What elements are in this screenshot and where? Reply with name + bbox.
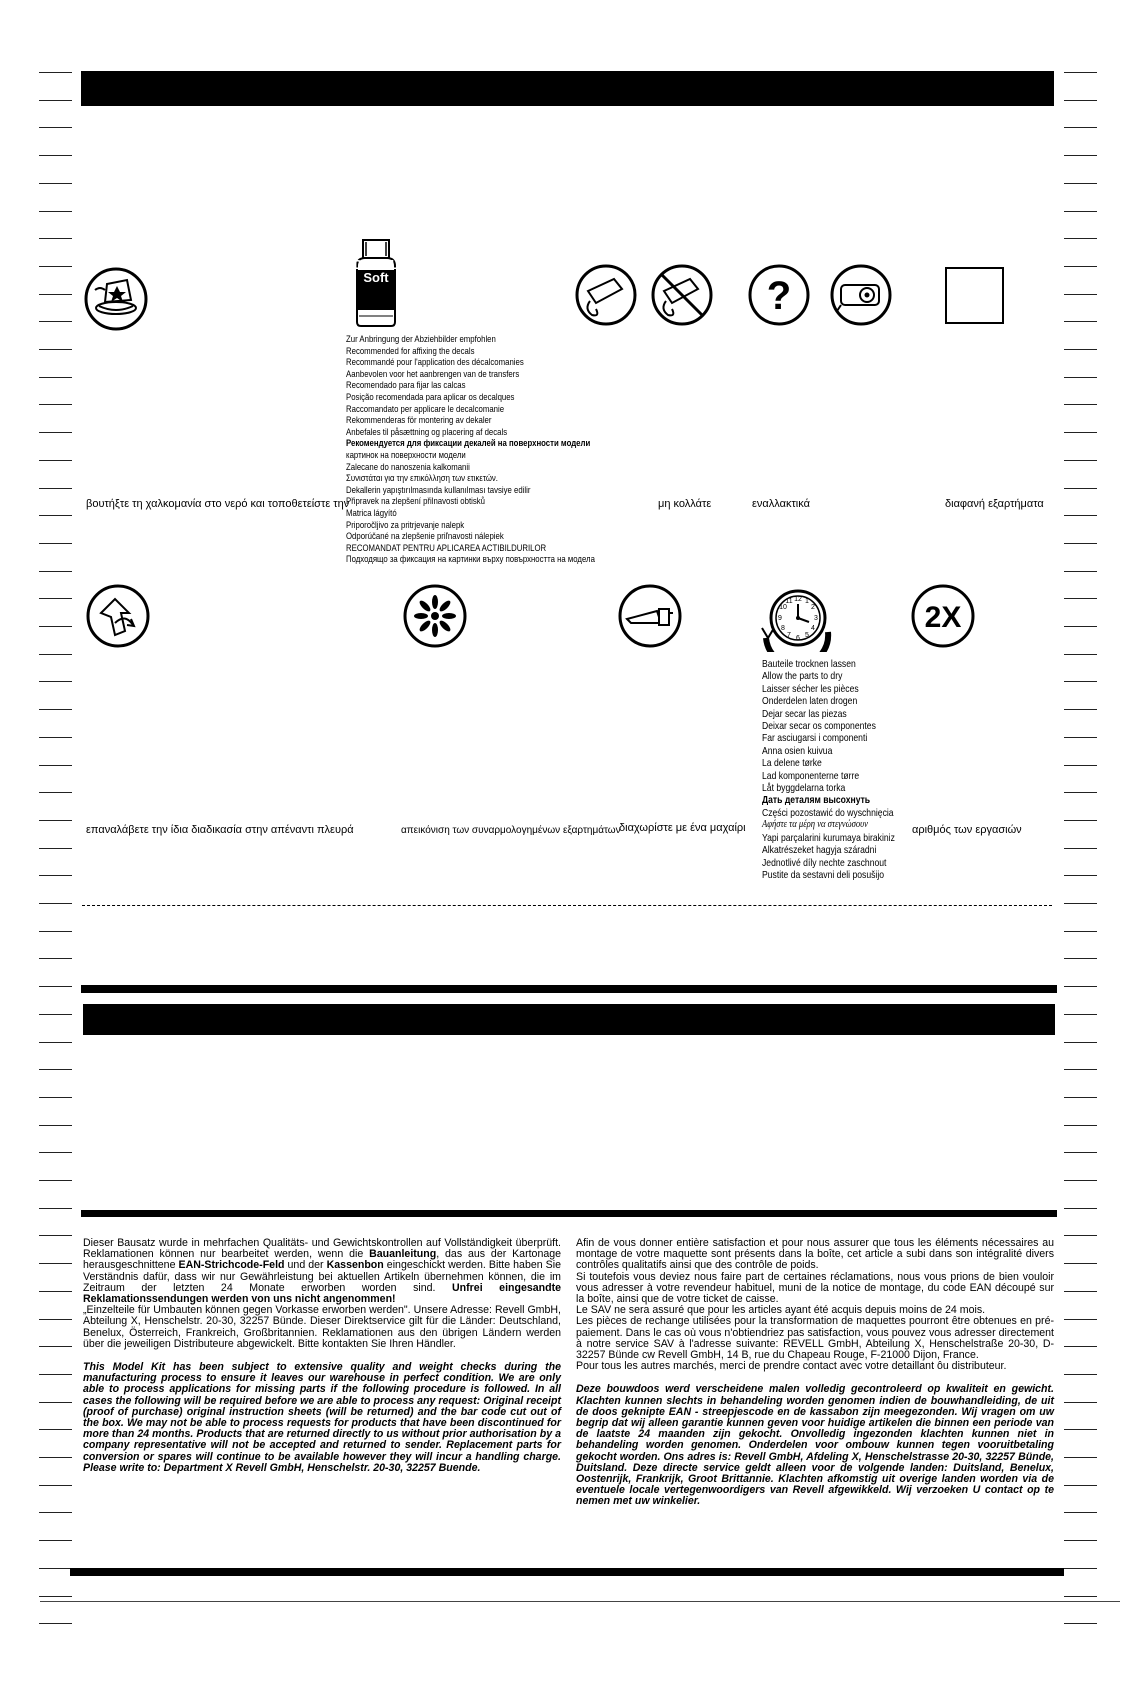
margin-tick — [39, 238, 72, 239]
caption-repeat: επαναλάβετε την ίδια διαδικασία στην απέναντι πλευρά — [86, 824, 354, 836]
margin-tick — [1064, 211, 1097, 212]
margin-tick — [39, 294, 72, 295]
margin-tick — [39, 765, 72, 766]
margin-tick — [1064, 1402, 1097, 1403]
list-item: Dejar secar las piezas — [762, 707, 847, 720]
margin-tick — [39, 931, 72, 932]
caption-count: αριθμός των εργασιών — [912, 824, 1022, 836]
margin-tick — [39, 820, 72, 821]
margin-tick — [39, 1208, 72, 1209]
margin-tick — [1064, 1235, 1097, 1236]
margin-tick — [1064, 1069, 1097, 1070]
svg-text:10: 10 — [779, 604, 787, 611]
margin-tick — [1064, 820, 1097, 821]
dry-parts-list — [762, 658, 895, 881]
list-item: Дать деталям высохнуть — [762, 794, 871, 807]
margin-tick — [1064, 1152, 1097, 1153]
list-item: Подходящо за фиксация на картинки върху повърхността на модела — [346, 554, 595, 566]
margin-tick — [1064, 1291, 1097, 1292]
repeat-other-side-icon — [85, 583, 151, 654]
list-item: La delene tørke — [762, 757, 822, 770]
list-item: Recomendado para fijar las calcas — [346, 380, 466, 392]
margin-tick — [1064, 543, 1097, 544]
margin-tick — [1064, 1208, 1097, 1209]
margin-tick — [1064, 100, 1097, 101]
list-item: Rekommenderas för montering av dekaler — [346, 415, 492, 427]
margin-tick — [1064, 903, 1097, 904]
list-item: Yapi parçalarini kurumaya birakiniz — [762, 831, 895, 844]
margin-tick — [39, 543, 72, 544]
svg-text:12: 12 — [794, 596, 802, 603]
list-item: Deixar secar os componentes — [762, 720, 876, 733]
margin-tick — [1064, 737, 1097, 738]
service-text-de-1: Dieser Bausatz wurde in mehrfachen Qualitäts- und Gewichtskontrollen auf Vollständigkeit überprüft. Reklamationen können nur bearbeitet werden, wenn die Bauanleitung, das aus der Kartonage herausgeschnittene EAN-Strichcode-Feld und der Kassenbon eingeschickt werden. Bitte haben Sie Verständnis dafür, dass wir nur Gewährleistung bei aktuellen Artikeln übernehmen können, die im Zeitraum der letzten 24 Monate erworben worden sind. Unfrei eingesandte Reklamationssendungen werden von uns nicht angenommen! „Einzelteile für Umbauten können gegen Vorkasse erworben werden". Unsere Adresse: Revell GmbH, Abteilung X, Henschelstr. 20-30, 32257 Bünde. Dieser Direktservice gilt für die Länder: Deutschland, Benelux, Österreich, Frankreich, Großbritannien. Reklamationen aus den übrigen Ländern werden über die jeweiligen Distributeure abgewickelt. Bitte kontakten Sie Ihren Händler. — [83, 1237, 562, 1350]
margin-tick — [1064, 626, 1097, 627]
decal-bottle-label-bottom: Soft — [363, 270, 389, 285]
margin-tick — [39, 626, 72, 627]
decal-water-icon — [83, 266, 149, 337]
margin-tick — [39, 1235, 72, 1236]
margin-tick — [39, 1568, 72, 1569]
margin-tick — [1064, 321, 1097, 322]
margin-tick — [1064, 848, 1097, 849]
margin-tick — [1064, 681, 1097, 682]
clear-parts-icon — [945, 267, 1004, 324]
caption-cut: διαχωρίστε με ένα μαχαίρι — [619, 822, 746, 834]
margin-tick — [39, 681, 72, 682]
list-item: Anna osien kuivua — [762, 744, 833, 757]
caption-alternative: εναλλακτικά — [752, 498, 810, 510]
margin-tick — [1064, 1623, 1097, 1624]
decal-bottle-label-top: DECAL — [353, 257, 399, 272]
margin-tick — [39, 72, 72, 73]
list-item: Рекомендуется для фиксации декалей на поверхности модели — [346, 438, 591, 450]
margin-tick — [1064, 654, 1097, 655]
margin-tick — [39, 1374, 72, 1375]
svg-text:8: 8 — [781, 625, 785, 632]
margin-tick — [1064, 515, 1097, 516]
margin-tick — [39, 1014, 72, 1015]
margin-tick — [39, 211, 72, 212]
service-text-nl: Deze bouwdoos werd verscheidene malen volledig gecontroleerd op kwaliteit en gewicht. Klachten kunnen slechts in behandeling worden genomen indien de bouwhandleiding, de uit de doos geknipte EAN - streepjescode en de kassabon zijn meegezonden. Wij vragen om uw begrip dat wij alleen garantie kunnen geven voor huidige artikelen die binnen een periode van de laatste 24 maanden zijn gekocht. Onvolledig ingezonden klachten kunnen niet in behandeling worden genomen. Onderdelen voor ombouw kunnen tegen vooruitbetaling gekocht worden. Ons adres is: Revell GmbH, Afdeling X, Henschelstrasse 20-30, 32257 Bünde, Duitsland. Deze directe service geldt alleen voor de volgende landen: Duitsland, Benelux, Oostenrijk, Frankrijk, Groot Brittannie. Klachten afkomstig uit overige landen worden via de eventuele locale vertegenwoordigers van Revell afgewikkeld. Wij verzoeken U contact op te nemen met uw winkelier. — [576, 1383, 1054, 1508]
margin-tick — [39, 903, 72, 904]
margin-tick — [1064, 404, 1097, 405]
footer-bar — [70, 1568, 1064, 1576]
service-text-en: This Model Kit has been subject to extensive quality and weight checks during the manufacturing process to ensure it leaves our warehouse in perfect condition. We are only able to process applications for missing parts if the following procedure is followed. In all cases the following will be required before we are able to process any request: Original receipt (proof of purchase) original instruction sheets (will be returned) and the bar code cut out of the box. We may not be able to process requests for products that have been discontinued for more than 24 months. Products that are returned directly to us without prior authorisation by a company representative will not be accepted and returned to sender. Replacement parts for conversion or spares will continue to be available however they will incur a handling charge. Please write to: Department X Revell GmbH, Henschelstr. 20-30, 32257 Buende. — [83, 1361, 561, 1474]
list-item: Låt byggdelarna torka — [762, 782, 846, 795]
margin-tick — [1064, 1429, 1097, 1430]
margin-tick — [1064, 986, 1097, 987]
svg-text:11: 11 — [785, 598, 793, 605]
margin-tick — [39, 432, 72, 433]
margin-tick — [39, 1069, 72, 1070]
margin-tick — [39, 515, 72, 516]
list-item: Posição recomendada para aplicar os decalques — [346, 391, 515, 403]
margin-tick — [39, 1457, 72, 1458]
tape-icon — [829, 263, 893, 332]
list-item: Aanbevolen voor het aanbrengen van de transfers — [346, 368, 520, 380]
list-item: RECOMANDAT PENTRU APLICAREA ACTIBILDURILOR — [346, 542, 547, 554]
margin-tick — [39, 266, 72, 267]
margin-tick — [39, 598, 72, 599]
svg-text:5: 5 — [805, 632, 809, 639]
margin-tick — [1064, 238, 1097, 239]
list-item: Far asciugarsi i componenti — [762, 732, 868, 745]
svg-text:1: 1 — [805, 598, 809, 605]
margin-tick — [39, 1346, 72, 1347]
svg-text:9: 9 — [778, 615, 782, 622]
margin-tick — [39, 1485, 72, 1486]
margin-tick — [1064, 1596, 1097, 1597]
margin-tick — [1064, 183, 1097, 184]
list-item: Allow the parts to dry — [762, 670, 843, 683]
assembled-parts-icon — [402, 583, 468, 654]
dashed-separator — [82, 905, 1052, 906]
margin-tick — [1064, 709, 1097, 710]
service-text-de-2: „Einzelteile für Umbauten können gegen Vorkasse erworben werden". Unsere Adresse: Revell GmbH, Abteilung X, Henschelstr. 20-30, 32257 Bünde. Dieser Direktservice gilt für die Länder: Deutschland, Benelux, Österreich, Frankreich, Großbritannien. Reklamationen aus den übrigen Ländern werden über die jeweiligen Distributeure abgewickelt. Bitte kontakten Sie Ihren Händler. — [83, 1304, 561, 1350]
margin-tick — [1064, 1042, 1097, 1043]
list-item: Připravek na zlepšení přilnavosti obtisků — [346, 496, 486, 508]
list-item: Raccomandato per applicare le decalcomanie — [346, 403, 505, 415]
margin-tick — [1064, 1125, 1097, 1126]
margin-tick — [1064, 1319, 1097, 1320]
middle-header-bar — [83, 1004, 1055, 1035]
list-item: Recommandé pour l'application des décalcomanies — [346, 357, 524, 369]
list-item: Dekallerin yapıştırılmasında kullanılması tavsiye edilir — [346, 484, 531, 496]
caption-decal-water: βουτήξτε τη χαλκομανία στο νερό και τοποθετείστε την — [86, 498, 350, 510]
service-text-fr: Afin de vous donner entière satisfaction et pour nous assurer que tous les éléments nécessaires au montage de votre maquette sont présents dans la boîte, cet article a subi dans son intégralité divers contrôles qualitatifs ainsi que des contrôle de poids. Si toutefois vous deviez nous faire part de certaines réclamations, nous vous prions de bien vouloir vous adresser à votre revendeur habituel, muni de la notice de montage, du code EAN découpé sur la boîte, ainsi que de votre ticket de caisse. Le SAV ne sera assuré que pour les articles ayant été acquis depuis moins de 24 mois. Les pièces de rechange utilisées pour la transformation de maquettes pourront être obtenues en pré-paiement. Dans le cas où vous n'obtiendriez pas satisfaction, vous pouvez vous adresser directement à notre service SAV à l'adresse suivante: REVELL GmbH, Abteilung X, Henschelstraße 20-30, D-32257 Bünde cw Revell GmbH, 14 B, rue du Chapeau Rouge, F-21000 Dijon, France. Pour tous les autres marchés, merci de prendre contact avec votre detaillant ôu distributeur. — [576, 1237, 1054, 1373]
margin-tick — [1064, 1263, 1097, 1264]
margin-tick — [1064, 1180, 1097, 1181]
margin-tick — [39, 321, 72, 322]
list-item: Onderdelen laten drogen — [762, 695, 858, 708]
list-item: Zur Anbringung der Abziehbilder empfohlen — [346, 334, 496, 345]
svg-text:3: 3 — [814, 615, 818, 622]
margin-tick — [39, 1319, 72, 1320]
margin-tick — [39, 737, 72, 738]
margin-tick — [1064, 432, 1097, 433]
margin-tick — [1064, 1485, 1097, 1486]
margin-tick — [39, 1097, 72, 1098]
margin-tick — [39, 488, 72, 489]
margin-tick — [39, 654, 72, 655]
margin-tick — [39, 1623, 72, 1624]
list-item: Jednotlivé díly nechte zaschnout — [762, 856, 887, 869]
list-item: Lad komponenterne tørre — [762, 769, 860, 782]
margin-tick — [39, 709, 72, 710]
margin-tick — [39, 848, 72, 849]
svg-text:7: 7 — [787, 632, 791, 639]
decal-bottle-label — [351, 258, 401, 284]
margin-tick — [39, 127, 72, 128]
margin-tick — [1064, 1346, 1097, 1347]
list-item: Alkatrészeket hagyja száradni — [762, 844, 877, 857]
footer-line — [40, 1601, 1120, 1602]
margin-tick — [1064, 1097, 1097, 1098]
margin-tick — [1064, 875, 1097, 876]
margin-tick — [39, 1429, 72, 1430]
margin-tick — [1064, 958, 1097, 959]
margin-tick — [39, 1263, 72, 1264]
margin-tick — [39, 183, 72, 184]
list-item: Συνιστάται για την επικόλληση των ετικετών. — [346, 473, 498, 485]
list-item: Αφήστε τα μέρη να στεγνώσουν — [762, 819, 868, 831]
decal-recommendation-list — [346, 334, 595, 566]
margin-tick — [1064, 931, 1097, 932]
margin-tick — [39, 377, 72, 378]
margin-tick — [1064, 1568, 1097, 1569]
list-item: Priporočljivo za pritrjevanje nalepk — [346, 519, 465, 531]
list-item: Odporúčané na zlepšenie priľnavosti nálepiek — [346, 531, 504, 543]
margin-tick — [1064, 127, 1097, 128]
margin-tick — [39, 1042, 72, 1043]
margin-tick — [1064, 266, 1097, 267]
svg-text:4: 4 — [811, 625, 815, 632]
bottom-separator-bar — [81, 1210, 1057, 1217]
knife-icon — [617, 583, 683, 654]
separator-bar — [81, 985, 1057, 993]
list-item: Pustite da sestavni deli posušijo — [762, 868, 885, 881]
caption-assembled: απεικόνιση των συναρμολογημένων εξαρτημάτων — [401, 825, 621, 836]
list-item: Zalecane do nanoszenia kalkomanii — [346, 461, 470, 473]
margin-tick — [39, 100, 72, 101]
margin-tick — [1064, 598, 1097, 599]
badge-2x-text: 2X — [924, 601, 962, 634]
margin-tick — [39, 1125, 72, 1126]
margin-tick — [39, 404, 72, 405]
margin-tick — [1064, 792, 1097, 793]
list-item: Części pozostawić do wyschnięcia — [762, 806, 894, 819]
margin-tick — [1064, 72, 1097, 73]
margin-tick — [39, 1512, 72, 1513]
margin-tick — [1064, 1014, 1097, 1015]
margin-tick — [1064, 571, 1097, 572]
margin-tick — [39, 1152, 72, 1153]
service-text-left-column — [83, 1238, 561, 1486]
margin-tick — [39, 958, 72, 959]
margin-tick — [39, 792, 72, 793]
margin-tick — [39, 155, 72, 156]
margin-tick — [39, 460, 72, 461]
question-icon — [747, 263, 811, 332]
margin-tick — [1064, 765, 1097, 766]
margin-tick — [39, 1402, 72, 1403]
margin-tick — [1064, 1512, 1097, 1513]
svg-text:2: 2 — [811, 604, 815, 611]
glue-tube-icon — [574, 263, 638, 332]
margin-tick — [1064, 1457, 1097, 1458]
list-item: Recommended for affixing the decals — [346, 345, 475, 357]
caption-no-glue: μη κολλάτε — [658, 498, 712, 510]
margin-tick — [1064, 155, 1097, 156]
caption-clear-parts: διαφανή εξαρτήματα — [945, 498, 1044, 510]
svg-text:6: 6 — [796, 635, 800, 642]
margin-tick — [39, 571, 72, 572]
list-item: картинок на поверхности модели — [346, 449, 466, 461]
list-item: Bauteile trocknen lassen — [762, 658, 856, 670]
margin-tick — [1064, 377, 1097, 378]
repeat-count-badge — [910, 583, 976, 654]
margin-tick — [1064, 488, 1097, 489]
list-item: Anbefales til påsættning og placering af decals — [346, 426, 508, 438]
margin-tick — [39, 875, 72, 876]
header-bar — [81, 71, 1054, 106]
margin-tick — [39, 1180, 72, 1181]
svg-text:?: ? — [766, 274, 792, 318]
list-item: Matrica lágyító — [346, 507, 397, 519]
margin-tick — [1064, 294, 1097, 295]
margin-tick — [39, 1540, 72, 1541]
margin-tick — [39, 1291, 72, 1292]
clock-icon — [756, 582, 842, 657]
margin-tick — [39, 986, 72, 987]
list-item: Laisser sécher les pièces — [762, 682, 859, 695]
margin-tick — [1064, 460, 1097, 461]
margin-tick — [1064, 349, 1097, 350]
no-glue-icon — [650, 263, 714, 332]
service-text-right-column — [576, 1238, 1054, 1520]
margin-tick — [1064, 1374, 1097, 1375]
margin-tick — [39, 1596, 72, 1597]
margin-tick — [39, 349, 72, 350]
margin-tick — [1064, 1540, 1097, 1541]
